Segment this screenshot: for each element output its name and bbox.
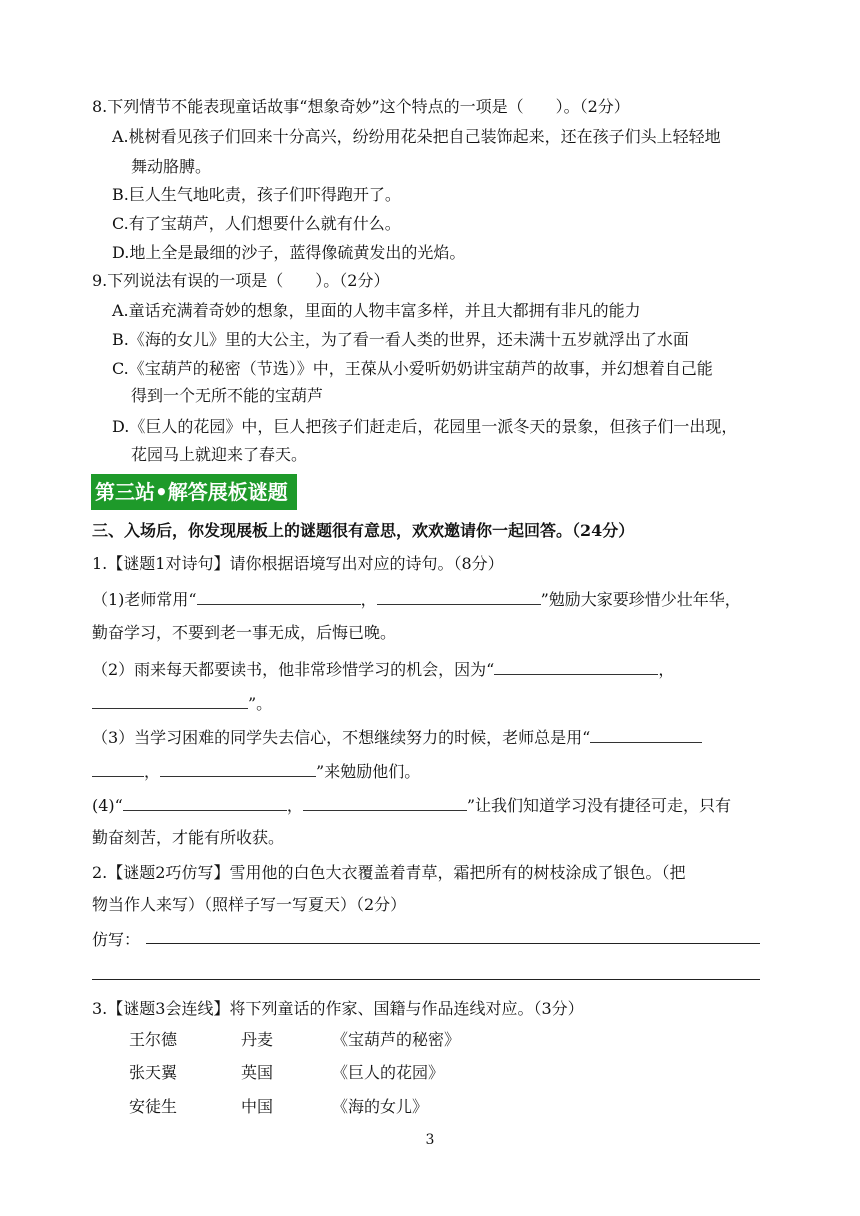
- puzzle1-item1-cont: 勤奋学习，不要到老一事无成，后悔已晚。: [92, 623, 397, 642]
- country-item[interactable]: 丹麦: [241, 1030, 274, 1049]
- puzzle1-item3: [92, 726, 702, 749]
- q8-option-c: C.有了宝葫芦，人们想要什么就有什么。: [112, 214, 401, 233]
- work-item[interactable]: 《巨人的花园》: [332, 1063, 445, 1082]
- q9-option-d-cont: 花园马上就迎来了春天。: [131, 445, 308, 464]
- author-item[interactable]: 张天翼: [129, 1063, 178, 1082]
- q9-option-a: A.童话充满着奇妙的想象，里面的人物丰富多样，并且大都拥有非凡的能力: [112, 301, 641, 320]
- q9-option-c: C.《宝葫芦的秘密（节选）》中，王葆从小爱听奶奶讲宝葫芦的故事，并幻想着自己能: [112, 359, 713, 378]
- q8-option-d: D.地上全是最细的沙子，蓝得像硫黄发出的光焰。: [112, 243, 466, 262]
- puzzle1-item4: [92, 794, 731, 817]
- puzzle1-item3-suffix: ”来勉励他们。: [316, 762, 421, 781]
- q9-option-c-cont: 得到一个无所不能的宝葫芦: [131, 386, 324, 405]
- answer-line[interactable]: [92, 979, 760, 980]
- page-number: 3: [425, 1132, 435, 1148]
- q8-option-a: A.桃树看见孩子们回来十分高兴，纷纷用花朵把自己装饰起来，还在孩子们头上轻轻地: [112, 127, 721, 146]
- puzzle1-item4-suffix: ”让我们知道学习没有捷径可走，只有: [466, 796, 732, 815]
- q8-option-b: B.巨人生气地叱责，孩子们吓得跑开了。: [112, 185, 401, 204]
- rewrite-label: 仿写：: [92, 930, 141, 949]
- answer-blank[interactable]: [377, 588, 541, 605]
- q9-option-b: B.《海的女儿》里的大公主，为了看一看人类的世界，还未满十五岁就浮出了水面: [112, 330, 689, 349]
- answer-blank[interactable]: [303, 794, 467, 811]
- puzzle1-title: 1.【谜题1对诗句】请你根据语境写出对应的诗句。（8分）: [92, 554, 504, 573]
- country-item[interactable]: 中国: [241, 1097, 274, 1116]
- answer-blank[interactable]: [590, 726, 702, 743]
- puzzle1-item2-comma: ，: [658, 660, 675, 679]
- puzzle1-item4-prefix: (4)“: [92, 796, 123, 815]
- work-item[interactable]: 《海的女儿》: [332, 1097, 429, 1116]
- puzzle3-title: 3.【谜题3会连线】将下列童话的作家、国籍与作品连线对应。（3分）: [92, 999, 584, 1018]
- author-item[interactable]: 安徒生: [129, 1097, 178, 1116]
- section-banner: 第三站•解答展板谜题: [91, 474, 297, 510]
- puzzle2-title: 2.【谜题2巧仿写】雪用他的白色大衣覆盖着青草，霜把所有的树枝涂成了银色。（把: [92, 863, 686, 882]
- puzzle2-title-cont: 物当作人来写）（照样子写一写夏天）（2分）: [92, 895, 407, 914]
- section-intro: 三、入场后，你发现展板上的谜题很有意思，欢欢邀请你一起回答。（24分）: [92, 521, 635, 540]
- answer-blank[interactable]: [197, 588, 361, 605]
- puzzle1-item3-comma: ，: [144, 762, 161, 781]
- q9-option-d: D.《巨人的花园》中，巨人把孩子们赶走后，花园里一派冬天的景象，但孩子们一出现，: [112, 417, 738, 436]
- answer-line[interactable]: [146, 943, 760, 944]
- puzzle1-item3-prefix: （3）当学习困难的同学失去信心，不想继续努力的时候，老师总是用“: [92, 728, 591, 747]
- q8-option-a-cont: 舞动胳膊。: [131, 157, 212, 176]
- answer-blank[interactable]: [123, 794, 287, 811]
- puzzle1-item4-comma: ，: [286, 796, 303, 815]
- answer-blank[interactable]: [494, 658, 658, 675]
- q8-stem: 8.下列情节不能表现童话故事“想象奇妙”这个特点的一项是（ ）。（2分）: [92, 97, 630, 116]
- answer-blank[interactable]: [92, 760, 144, 777]
- work-item[interactable]: 《宝葫芦的秘密》: [332, 1030, 461, 1049]
- puzzle1-item1-suffix: ”勉励大家要珍惜少壮年华，: [540, 590, 741, 609]
- puzzle1-item1-prefix: （1)老师常用“: [92, 590, 197, 609]
- author-item[interactable]: 王尔德: [129, 1030, 178, 1049]
- puzzle1-item2-cont: [92, 692, 272, 715]
- puzzle1-item2-prefix: （2）雨来每天都要读书，他非常珍惜学习的机会，因为“: [92, 660, 495, 679]
- country-item[interactable]: 英国: [241, 1063, 274, 1082]
- puzzle1-item1-comma: ，: [360, 590, 377, 609]
- answer-blank[interactable]: [92, 692, 248, 709]
- puzzle1-item1: [92, 588, 741, 611]
- q9-stem: 9.下列说法有误的一项是（ ）。（2分）: [92, 271, 390, 290]
- puzzle1-item2-end: ”。: [248, 694, 273, 713]
- puzzle1-item2: [92, 658, 674, 681]
- puzzle1-item4-cont: 勤奋刻苦，才能有所收获。: [92, 828, 285, 847]
- answer-blank[interactable]: [160, 760, 316, 777]
- puzzle1-item3-cont: [92, 760, 420, 783]
